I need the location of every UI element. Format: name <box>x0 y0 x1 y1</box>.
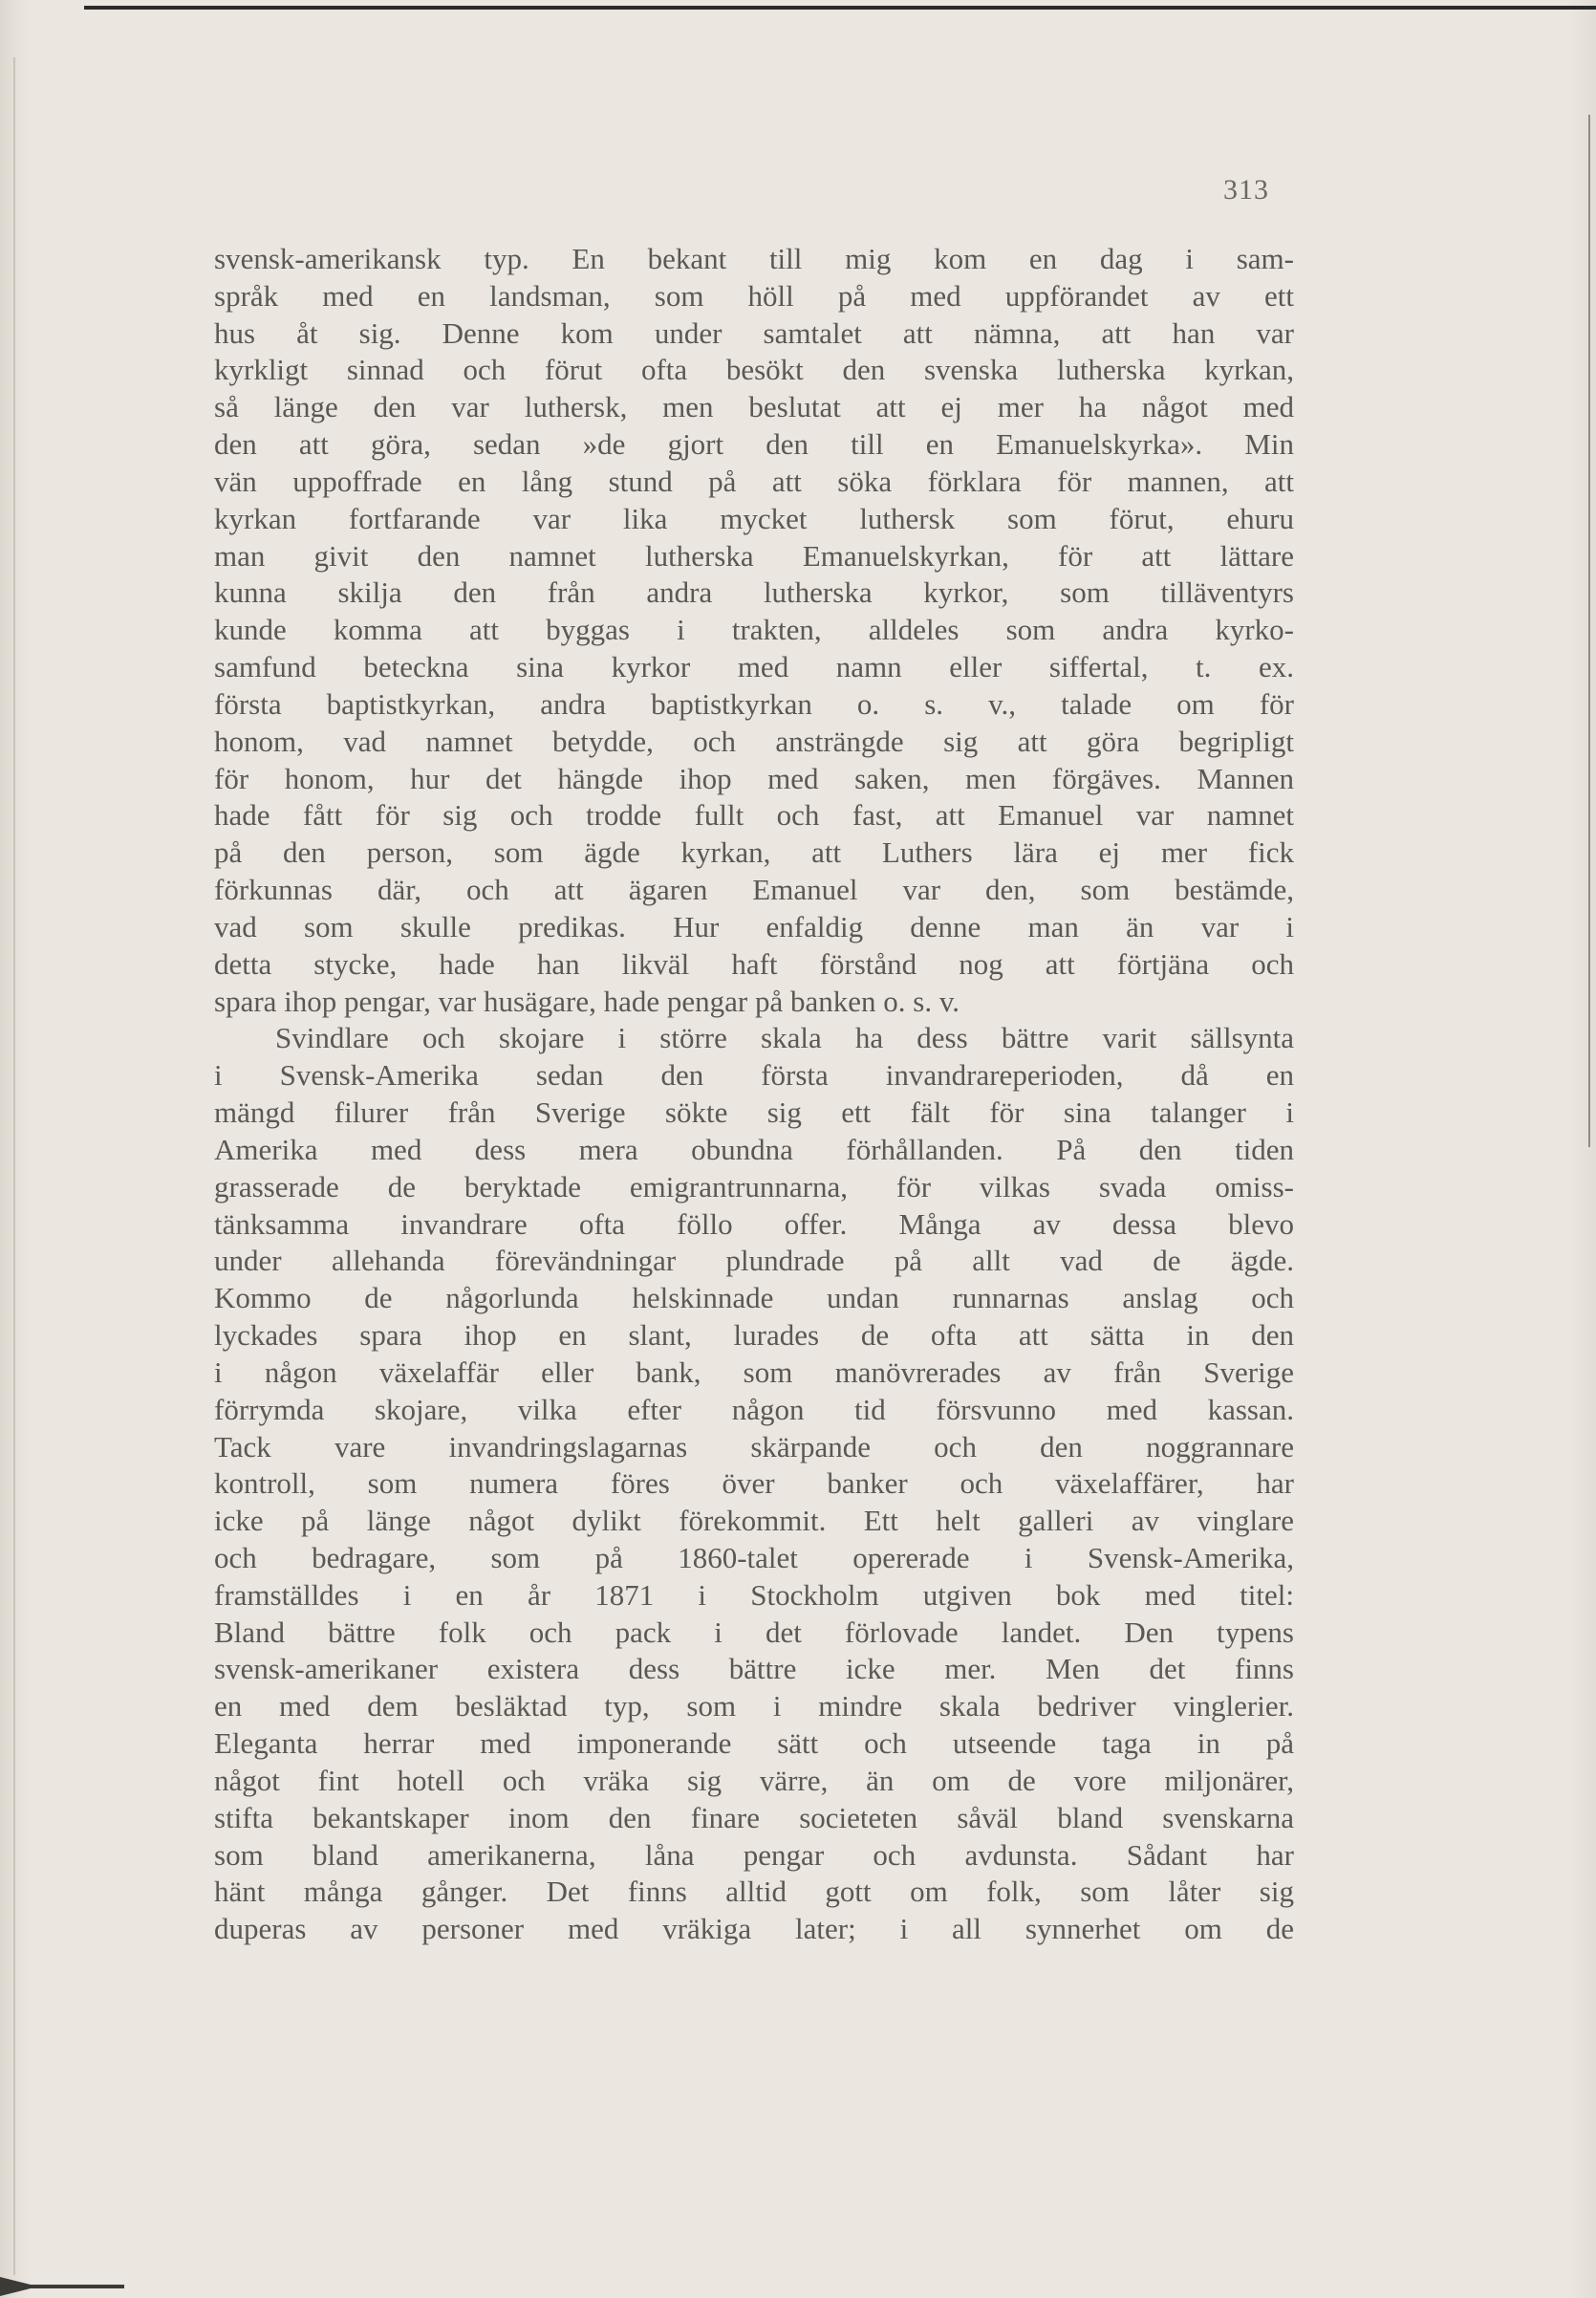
text-line: förkunnas där, och att ägaren Emanuel var den, som bestämde, <box>214 873 1294 907</box>
text-line: språk med en landsman, som höll på med uppförandet av ett <box>214 278 1294 313</box>
text-line: den att göra, sedan »de gjort den till en Emanuelskyrka». Min <box>214 427 1294 462</box>
text-line: för honom, hur det hängde ihop med saken, men förgäves. Mannen <box>214 761 1294 795</box>
text-line: något fint hotell och vräka sig värre, än om de vore miljonärer, <box>214 1763 1294 1797</box>
text-line: i Svensk-Amerika sedan den första invandrareperioden, då en <box>214 1058 1294 1093</box>
text-line: Kommo de någorlunda helskinnade undan runnarnas anslag och <box>214 1281 1294 1315</box>
text-line: kunde komma att byggas i trakten, alldeles som andra kyrko- <box>214 613 1294 647</box>
text-line: mängd filurer från Sverige sökte sig ett fält för sina talanger i <box>214 1095 1294 1130</box>
text-line: grasserade de beryktade emigrantrunnarna, för vilkas svada omiss- <box>214 1169 1294 1203</box>
text-line: första baptistkyrkan, andra baptistkyrkan o. s. v., talade om för <box>214 686 1294 721</box>
text-line: på den person, som ägde kyrkan, att Luthers lära ej mer fick <box>214 835 1294 870</box>
page-number: 313 <box>1223 174 1269 206</box>
text-line: lyckades spara ihop en slant, lurades de ofta att sätta in den <box>214 1318 1294 1353</box>
text-line: samfund beteckna sina kyrkor med namn eller siffertal, t. ex. <box>214 650 1294 684</box>
text-line: kyrkan fortfarande var lika mycket luthersk som förut, ehuru <box>214 501 1294 535</box>
text-line: svensk-amerikaner existera dess bättre icke mer. Men det finns <box>214 1652 1294 1686</box>
text-line: spara ihop pengar, var husägare, hade pengar på banken o. s. v. <box>214 984 960 1018</box>
text-line: i någon växelaffär eller bank, som manövrerades av från Sverige <box>214 1355 1294 1389</box>
text-line: Eleganta herrar med imponerande sätt och utseende taga in på <box>214 1726 1294 1761</box>
text-line: Amerika med dess mera obundna förhållanden. På den tiden <box>214 1132 1294 1166</box>
text-line: icke på länge något dylikt förekommit. Ett helt galleri av vinglare <box>214 1504 1294 1538</box>
body-text <box>214 241 1294 1948</box>
text-line: svensk-amerikansk typ. En bekant till mig kom en dag i sam- <box>214 242 1294 275</box>
text-line: kunna skilja den från andra lutherska kyrkor, som tilläventyrs <box>214 575 1294 610</box>
binding-gutter <box>13 57 15 2275</box>
text-line: hänt många gånger. Det finns alltid gott om folk, som låter sig <box>214 1875 1294 1909</box>
text-line: vad som skulle predikas. Hur enfaldig denne man än var i <box>214 909 1294 943</box>
text-line: förrymda skojare, vilka efter någon tid försvunno med kassan. <box>214 1392 1294 1426</box>
text-line: under allehanda förevändningar plundrade på allt vad de ägde. <box>214 1244 1294 1278</box>
text-line: vän uppoffrade en lång stund på att söka förklara för mannen, att <box>214 464 1294 498</box>
text-line: som bland amerikanerna, låna pengar och avdunsta. Sådant har <box>214 1837 1294 1872</box>
text-line: kontroll, som numera föres över banker och växelaffärer, har <box>214 1466 1294 1501</box>
text-line: Svindlare och skojare i större skala ha dess bättre varit sällsynta <box>275 1021 1294 1055</box>
text-line: så länge den var luthersk, men beslutat att ej mer ha något med <box>214 390 1294 424</box>
text-line: Tack vare invandringslagarnas skärpande och den noggrannare <box>214 1429 1294 1463</box>
text-line: honom, vad namnet betydde, och ansträngde sig att göra begripligt <box>214 724 1294 758</box>
text-line: stifta bekantskaper inom den finare societeten såväl bland svenskarna <box>214 1800 1294 1834</box>
text-line: en med dem besläktad typ, som i mindre skala bedriver vinglerier. <box>214 1689 1294 1724</box>
corner-mark <box>0 2271 124 2298</box>
text-line: Bland bättre folk och pack i det förlovade landet. Den typens <box>214 1615 1294 1649</box>
text-line: hus åt sig. Denne kom under samtalet att nämna, att han var <box>214 315 1294 350</box>
top-edge-rule <box>84 6 1596 10</box>
text-line: kyrkligt sinnad och förut ofta besökt den svenska lutherska kyrkan, <box>214 353 1294 387</box>
text-line: tänksamma invandrare ofta föllo offer. Många av dessa blevo <box>214 1206 1294 1241</box>
text-line: hade fått för sig och trodde fullt och fast, att Emanuel var namnet <box>214 798 1294 833</box>
text-line: och bedragare, som på 1860-talet opererade i Svensk-Amerika, <box>214 1540 1294 1574</box>
text-line: framställdes i en år 1871 i Stockholm utgiven bok med titel: <box>214 1577 1294 1612</box>
text-line: detta stycke, hade han likväl haft förstånd nog att förtjäna och <box>214 946 1294 981</box>
text-line: duperas av personer med vräkiga later; i all synnerhet om de <box>214 1912 1294 1946</box>
text-line: man givit den namnet lutherska Emanuelskyrkan, för att lättare <box>214 538 1294 573</box>
right-page-edge <box>1588 115 1590 1147</box>
